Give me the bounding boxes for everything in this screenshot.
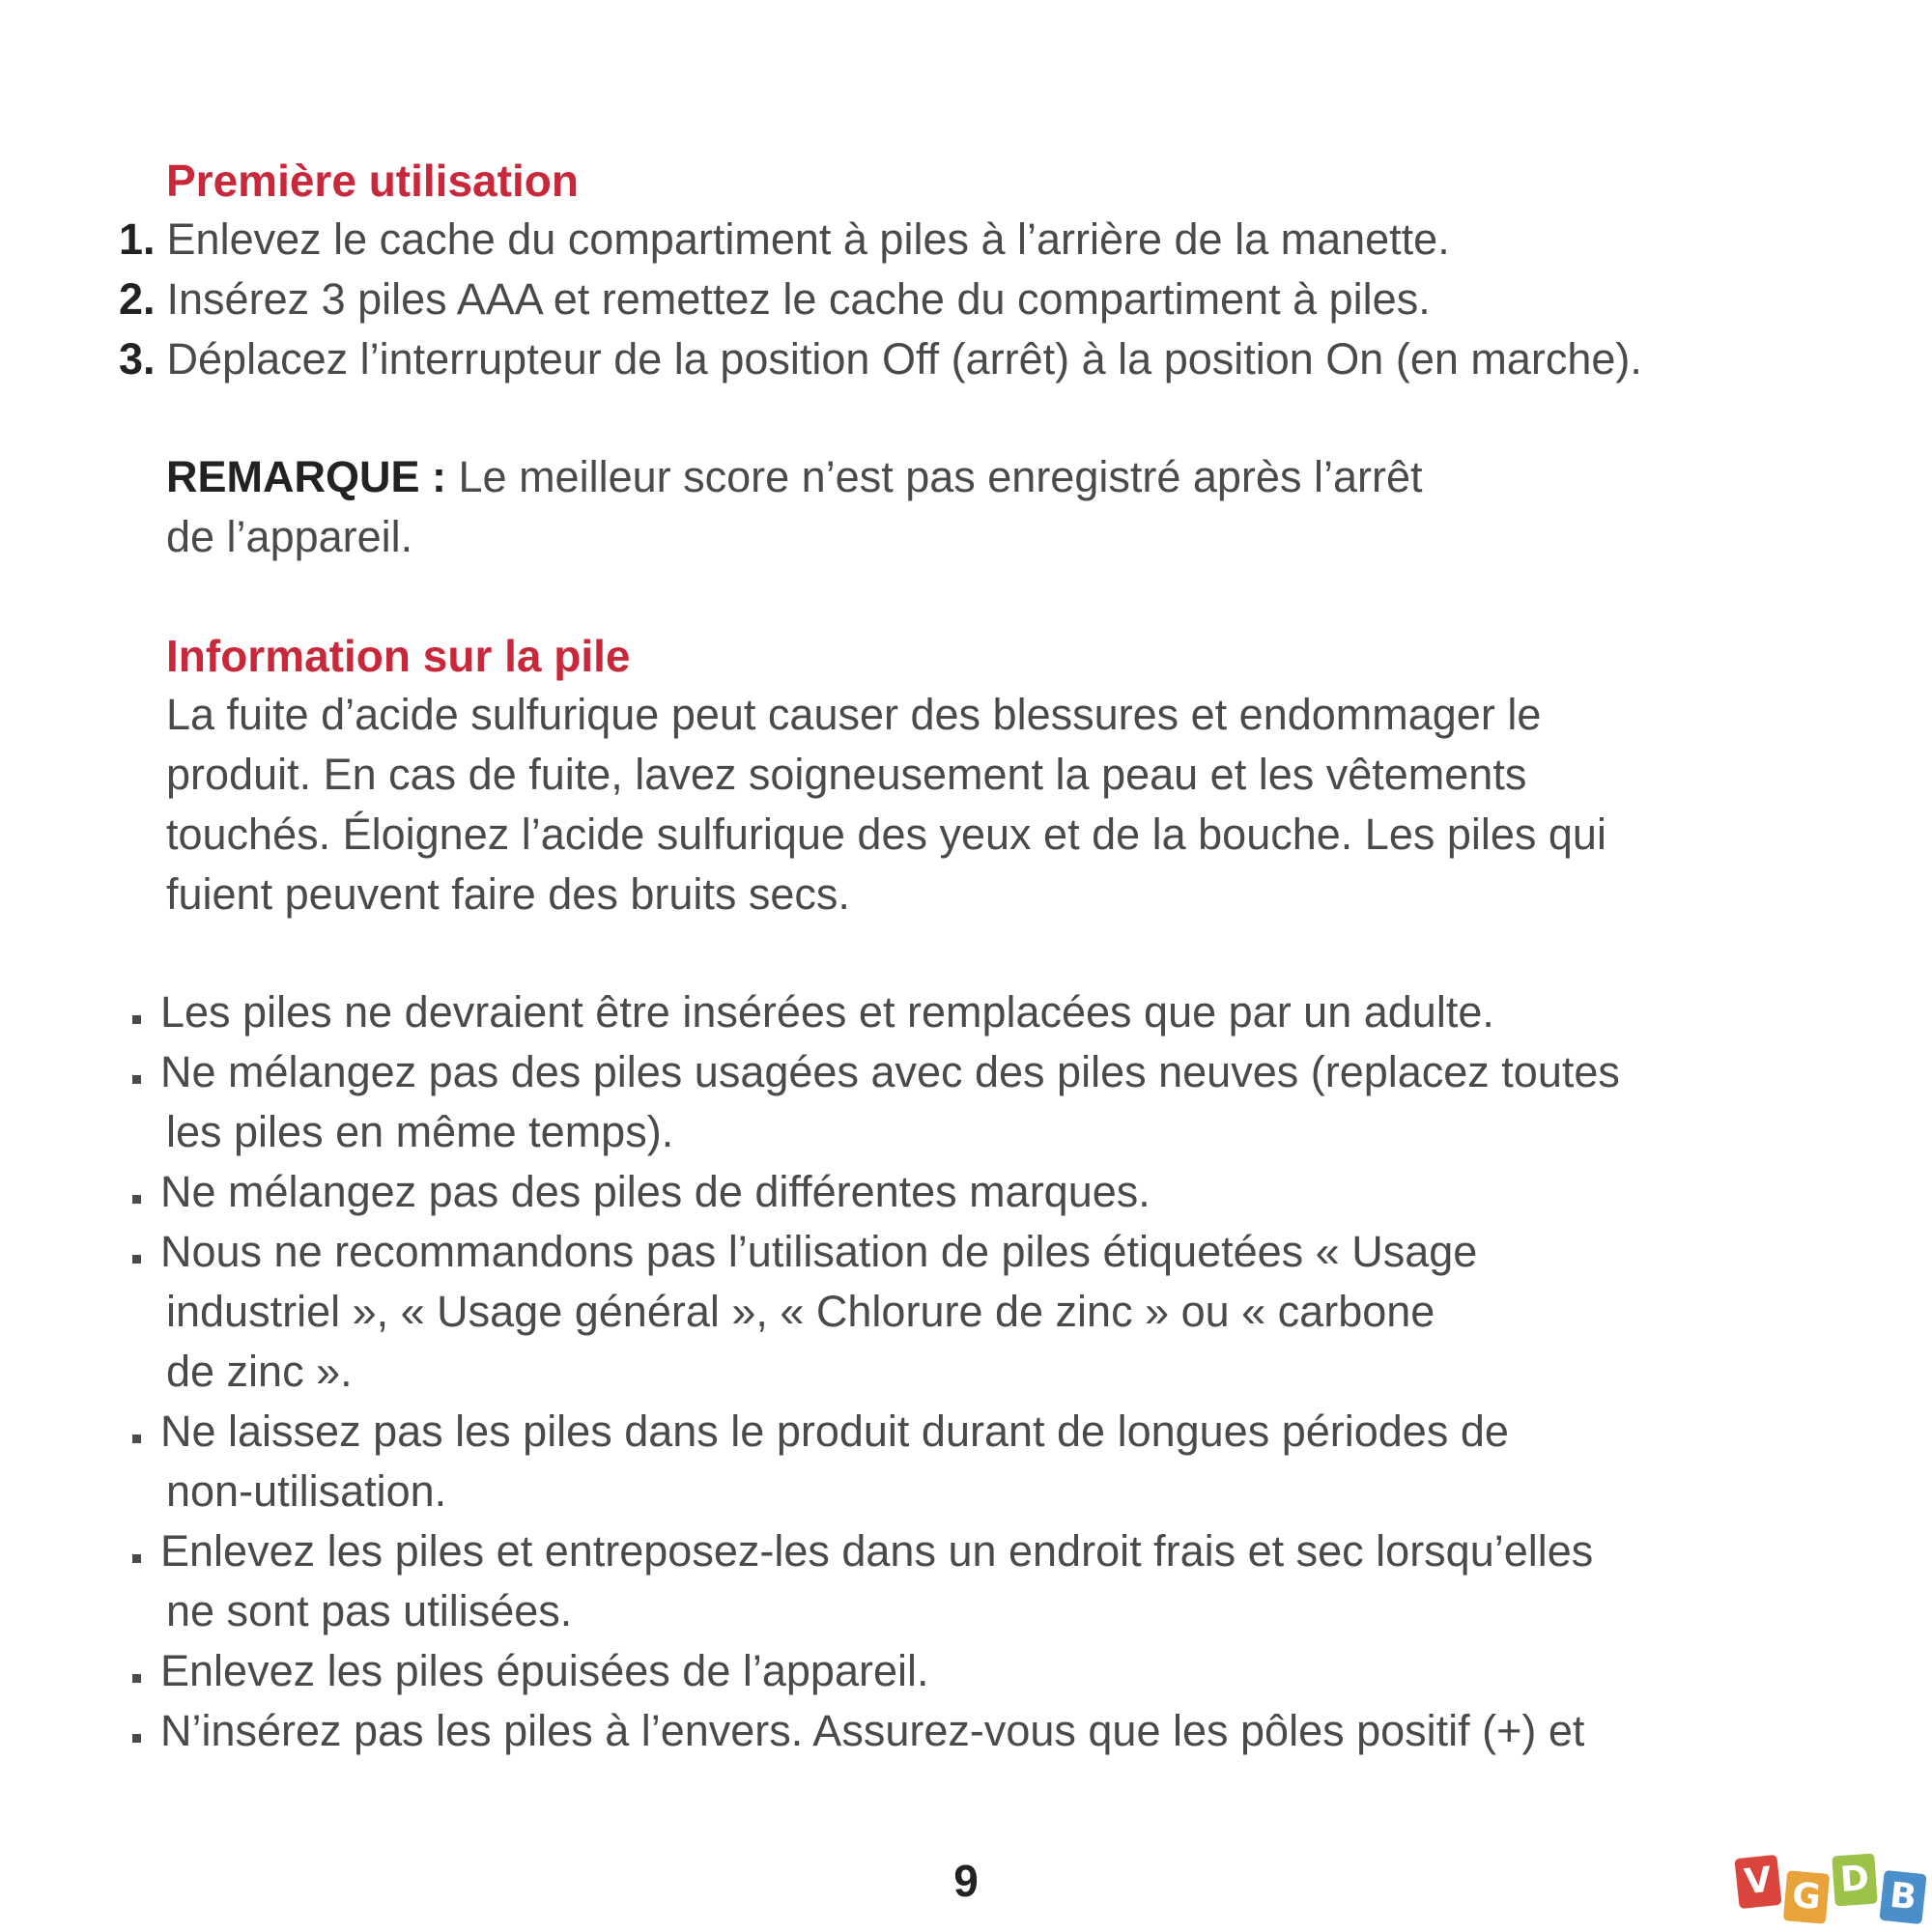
step-number: 3. [119,334,156,384]
step-text: Insérez 3 piles AAA et remettez le cache du compartiment à piles. [166,274,1431,324]
bullet-dot [132,1195,141,1204]
list-item: Ne mélangez pas des piles usagées avec des piles neuves (replacez toutes [160,1047,1620,1096]
list-item: N’insérez pas les piles à l’envers. Assurez-vous que les pôles positif (+) et [160,1706,1585,1755]
paragraph-line: touchés. Éloignez l’acide sulfurique des yeux et de la bouche. Les piles qui [166,810,1606,859]
paragraph-line: produit. En cas de fuite, lavez soigneusement la peau et les vêtements [166,750,1527,799]
bullet-dot [132,1674,141,1683]
bullet-dot [132,1255,141,1264]
logo-tile: D [1832,1854,1878,1907]
list-item: Nous ne recommandons pas l’utilisation de piles étiquetées « Usage [160,1227,1478,1276]
list-item: Enlevez les piles épuisées de l’appareil. [160,1646,929,1695]
bullet-dot [132,1015,141,1024]
note-line: de l’appareil. [166,512,413,561]
page-number: 9 [953,1856,979,1906]
list-item: Ne laissez pas les piles dans le produit durant de longues périodes de [160,1406,1509,1456]
list-item-continuation: non-utilisation. [166,1466,447,1516]
bullet-dot [132,1734,141,1743]
list-item-continuation: industriel », « Usage général », « Chlorure de zinc » ou « carbone [166,1287,1435,1336]
vgdb-watermark-logo [1737,1851,1930,1930]
list-item: Enlevez les piles et entreposez-les dans un endroit frais et sec lorsqu’elles [160,1526,1594,1576]
note-label: REMARQUE : [166,452,446,501]
logo-tile: G [1783,1870,1830,1924]
paragraph-line: La fuite d’acide sulfurique peut causer des blessures et endommager le [166,690,1542,739]
section-heading-first-use: Première utilisation [166,156,579,206]
bullet-dot [132,1554,141,1563]
list-item-continuation: ne sont pas utilisées. [166,1586,573,1635]
list-item: Les piles ne devraient être insérées et remplacées que par un adulte. [160,987,1494,1037]
logo-tile: B [1879,1870,1926,1924]
step-text: Déplacez l’interrupteur de la position Off (arrêt) à la position On (en marche). [166,334,1642,384]
step-item [119,329,1642,389]
paragraph-line: fuient peuvent faire des bruits secs. [166,869,850,919]
list-item-continuation: de zinc ». [166,1347,353,1396]
bullet-dot [132,1435,141,1443]
step-item [119,210,1450,270]
bullet-dot [132,1075,141,1084]
section-heading-battery-info: Information sur la pile [166,631,631,681]
step-number: 1. [119,214,156,264]
logo-tile: V [1734,1855,1781,1909]
list-item: Ne mélangez pas des piles de différentes marques. [160,1167,1151,1216]
note-line [166,447,1422,507]
step-text: Enlevez le cache du compartiment à piles à l’arrière de la manette. [166,214,1450,264]
note-text: Le meilleur score n’est pas enregistré après l’arrêt [458,452,1423,501]
step-number: 2. [119,274,156,324]
step-item [119,270,1431,329]
list-item-continuation: les piles en même temps). [166,1107,674,1156]
